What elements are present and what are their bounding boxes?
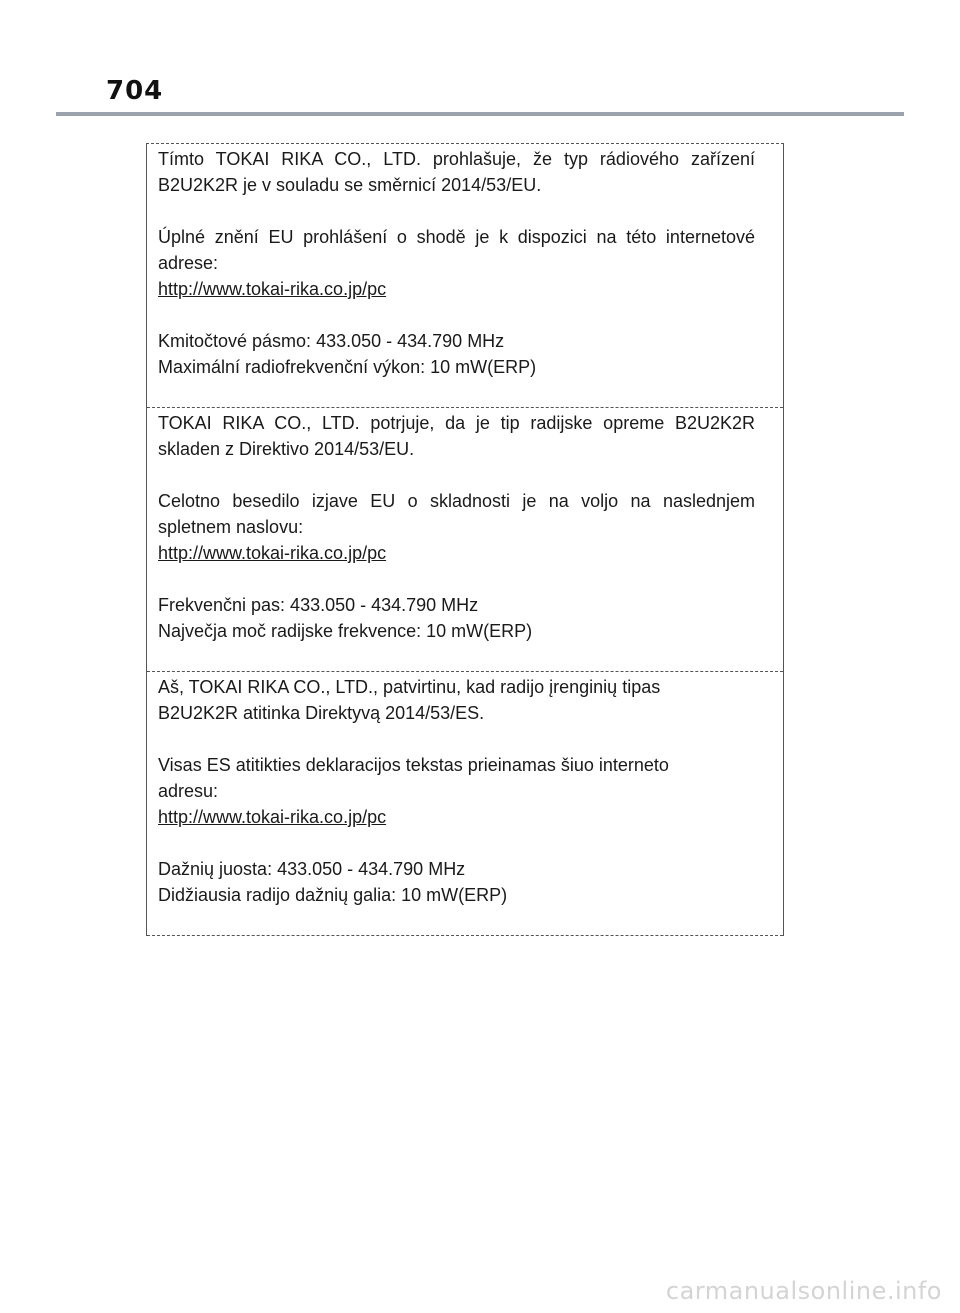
declaration-url-link[interactable]: http://www.tokai-rika.co.jp/pc <box>158 807 387 827</box>
statement-line: skladen z Direktivo 2014/53/EU. <box>158 439 415 459</box>
page-number: 704 <box>106 76 164 106</box>
frequency-band: Dažnių juosta: 433.050 - 434.790 MHz <box>158 859 466 879</box>
availability-line: Celotno besedilo izjave EU o skladnosti je na voljo na naslednjem <box>158 491 755 511</box>
statement-line: Aš, TOKAI RIKA CO., LTD., patvirtinu, kad radijo įrenginių tipas <box>158 677 661 697</box>
frequency-band: Kmitočtové pásmo: 433.050 - 434.790 MHz <box>158 331 505 351</box>
availability-line: adrese: <box>158 253 219 273</box>
frequency-band: Frekvenčni pas: 433.050 - 434.790 MHz <box>158 595 479 615</box>
declaration-section-czech <box>147 144 783 408</box>
statement-line: Tímto TOKAI RIKA CO., LTD. prohlašuje, že typ rádiového zařízení <box>158 149 755 169</box>
statement-line: B2U2K2R atitinka Direktyvą 2014/53/ES. <box>158 703 485 723</box>
declaration-section-lithuanian <box>147 672 783 936</box>
max-power: Največja moč radijske frekvence: 10 mW(ERP) <box>158 621 533 641</box>
statement-line: TOKAI RIKA CO., LTD. potrjuje, da je tip radijske opreme B2U2K2R <box>158 413 755 433</box>
availability-line: adresu: <box>158 781 219 801</box>
availability-line: Visas ES atitikties deklaracijos tekstas prieinamas šiuo interneto <box>158 755 669 775</box>
statement-line: B2U2K2R je v souladu se směrnicí 2014/53/EU. <box>158 175 542 195</box>
header-rule <box>56 112 904 116</box>
max-power: Maximální radiofrekvenční výkon: 10 mW(ERP) <box>158 357 537 377</box>
declaration-url-link[interactable]: http://www.tokai-rika.co.jp/pc <box>158 543 387 563</box>
site-watermark: carmanualsonline.info <box>665 1277 942 1305</box>
declaration-section-slovenian <box>147 408 783 672</box>
availability-line: spletnem naslovu: <box>158 517 304 537</box>
declaration-url-link[interactable]: http://www.tokai-rika.co.jp/pc <box>158 279 387 299</box>
max-power: Didžiausia radijo dažnių galia: 10 mW(ERP) <box>158 885 508 905</box>
declaration-box <box>146 143 784 936</box>
availability-line: Úplné znění EU prohlášení o shodě je k dispozici na této internetové <box>158 227 755 247</box>
